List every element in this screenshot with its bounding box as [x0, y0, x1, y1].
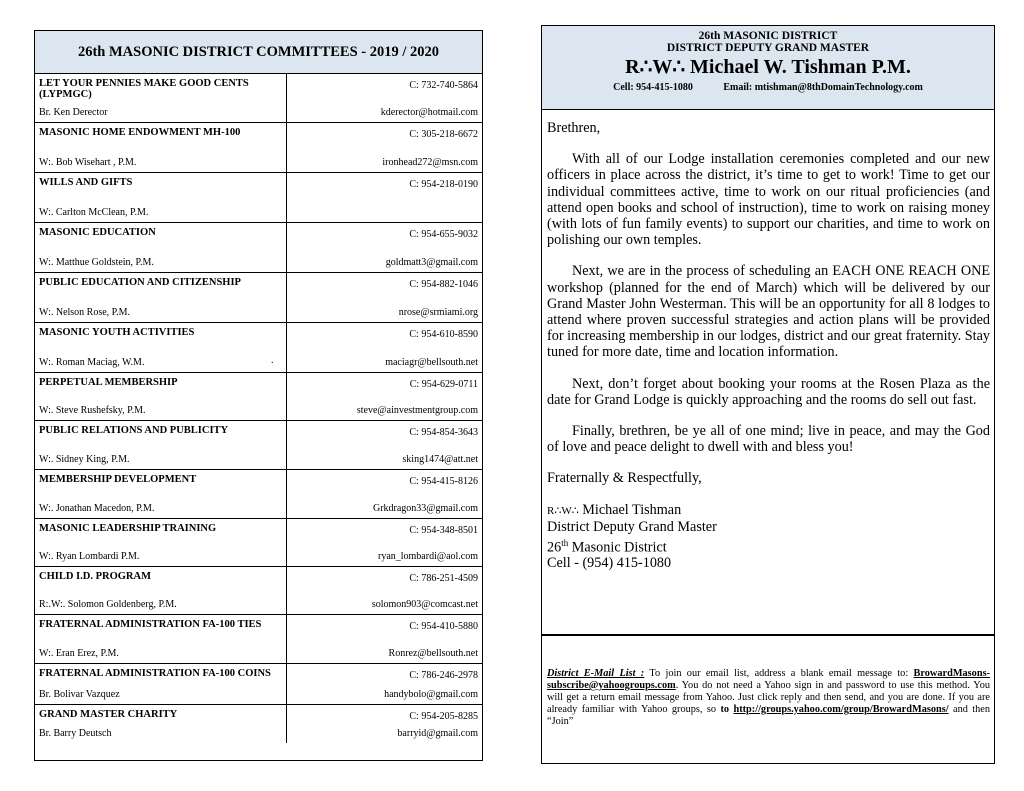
committee-info — [35, 567, 287, 614]
committee-email[interactable]: kderector@hotmail.com — [380, 107, 478, 118]
committee-row — [35, 173, 482, 223]
committee-email[interactable]: nrose@srmiami.org — [398, 307, 478, 318]
committee-row — [35, 123, 482, 173]
ddgm-email[interactable]: Email: mtishman@8thDomainTechnology.com — [723, 82, 923, 93]
committee-contact — [287, 615, 482, 663]
stray-mark: . — [271, 355, 274, 366]
committee-row — [35, 519, 482, 567]
committee-email[interactable]: Grkdragon33@gmail.com — [372, 503, 478, 514]
committee-info — [35, 173, 287, 222]
committee-chair: W:. Nelson Rose, P.M. — [39, 307, 131, 318]
committee-contact — [287, 664, 482, 704]
committee-row — [35, 664, 482, 705]
committee-contact — [287, 323, 482, 372]
committee-chair: W:. Sidney King, P.M. — [39, 454, 130, 465]
committee-contact — [287, 273, 482, 322]
committee-title: MASONIC YOUTH ACTIVITIES — [39, 327, 195, 338]
committee-phone: C: 954-610-8590 — [409, 329, 478, 340]
committee-row — [35, 273, 482, 323]
committee-chair: R:.W:. Solomon Goldenberg, P.M. — [39, 599, 177, 610]
committee-phone: C: 954-415-8126 — [409, 476, 478, 487]
committee-title: MASONIC EDUCATION — [39, 227, 156, 238]
ddgm-contact — [542, 82, 994, 93]
committee-chair: Br. Ken Derector — [39, 107, 108, 118]
letter-closing: Fraternally & Respectfully, — [547, 470, 702, 487]
letter-header — [542, 26, 994, 110]
committee-chair: W:. Jonathan Macedon, P.M. — [39, 503, 155, 514]
committee-info — [35, 664, 287, 704]
committee-email[interactable]: maciagr@bellsouth.net — [385, 357, 478, 368]
ddgm-cell: Cell: 954-415-1080 — [613, 82, 693, 93]
committee-email[interactable]: handybolo@gmail.com — [384, 689, 478, 700]
committee-phone: C: 954-854-3643 — [409, 427, 478, 438]
committee-title: FRATERNAL ADMINISTRATION FA-100 COINS — [39, 668, 271, 679]
email-list-box — [542, 636, 994, 728]
committee-info — [35, 123, 287, 172]
committee-row — [35, 421, 482, 470]
district-heading: 26th MASONIC DISTRICT — [698, 30, 838, 42]
committee-chair: W:. Carlton McClean, P.M. — [39, 207, 149, 218]
committee-info — [35, 273, 287, 322]
committee-chair: W:. Steve Rushefsky, P.M. — [39, 405, 146, 416]
committee-title: MASONIC HOME ENDOWMENT MH-100 — [39, 127, 241, 138]
signature-name: Michael Tishman — [578, 501, 682, 518]
email-list-text-2: . You do not need a Yahoo sign in and password to use this method. You will get a return email message from Yahoo. Just click reply and then send, and you are done. If you are already familiar with Yahoo groups, so — [547, 680, 990, 715]
committee-info — [35, 373, 287, 420]
email-list-label: District E-Mail List : — [547, 668, 645, 679]
committee-contact — [287, 519, 482, 566]
committee-info — [35, 615, 287, 663]
committee-email[interactable]: ironhead272@msn.com — [382, 157, 478, 168]
letter-greeting: Brethren, — [547, 120, 601, 136]
committee-phone: C: 954-629-0711 — [409, 379, 478, 390]
committee-contact — [287, 74, 482, 122]
committee-phone: C: 954-218-0190 — [409, 179, 478, 190]
signature-title-prefix: R∴W∴ — [547, 504, 579, 517]
committee-contact — [287, 173, 482, 222]
signature-block — [547, 502, 990, 572]
committee-title: PUBLIC EDUCATION AND CITIZENSHIP — [39, 277, 241, 288]
committee-contact — [287, 123, 482, 172]
committee-contact — [287, 373, 482, 420]
committee-info — [35, 519, 287, 566]
committee-email[interactable]: Ronrez@bellsouth.net — [388, 648, 478, 659]
committee-list — [35, 74, 482, 743]
committee-title: FRATERNAL ADMINISTRATION FA-100 TIES — [39, 619, 262, 630]
committee-row — [35, 373, 482, 421]
committee-info — [35, 223, 287, 272]
committee-title: LET YOUR PENNIES MAKE GOOD CENTS (LYPMGC) — [39, 78, 249, 100]
committee-row — [35, 470, 482, 519]
committee-email[interactable]: steve@ainvestmentgroup.com — [356, 405, 478, 416]
yahoo-group-link[interactable]: http://groups.yahoo.com/group/BrowardMasons/ — [733, 704, 949, 715]
committee-chair: Br. Bolivar Vazquez — [39, 689, 120, 700]
email-list-text-3: and then “Join” — [547, 704, 991, 727]
signature-cell: Cell - (954) 415-1080 — [547, 555, 672, 572]
committee-title: MASONIC LEADERSHIP TRAINING — [39, 523, 217, 534]
committee-contact — [287, 223, 482, 272]
committee-phone: C: 954-655-9032 — [409, 229, 478, 240]
committee-title: WILLS AND GIFTS — [39, 177, 133, 188]
email-list-to: to — [720, 704, 730, 715]
committee-chair: W:. Matthue Goldstein, P.M. — [39, 257, 154, 268]
committee-info — [35, 323, 287, 372]
signature-title: District Deputy Grand Master — [547, 518, 717, 535]
committee-row — [35, 615, 482, 664]
committee-phone: C: 786-246-2978 — [409, 670, 478, 681]
committee-email[interactable]: ryan_lombardi@aol.com — [377, 551, 478, 562]
committee-info — [35, 470, 287, 518]
committee-row — [35, 223, 482, 273]
letter-paragraph-1: With all of our Lodge installation ceremonies completed and our new officers in place across the district, it’s time to get to work! Time to get our individual committees active, time to work on our ritual proficiencies (and attend open books and school of instruction), time to work on raising money (with lots of fun family events) to support our charities, and time to work on polishing our own temples. — [547, 151, 990, 249]
committee-phone: C: 732-740-5864 — [409, 80, 478, 91]
committee-row — [35, 567, 482, 615]
committee-email[interactable]: goldmatt3@gmail.com — [385, 257, 478, 268]
committee-title: PUBLIC RELATIONS AND PUBLICITY — [39, 425, 229, 436]
committee-title: CHILD I.D. PROGRAM — [39, 571, 151, 582]
committee-row — [35, 705, 482, 743]
committee-chair: W:. Roman Maciag, W.M. — [39, 357, 145, 368]
committee-chair: W:. Bob Wisehart , P.M. — [39, 157, 137, 168]
committee-email[interactable]: barryid@gmail.com — [397, 728, 478, 739]
ddgm-heading: DISTRICT DEPUTY GRAND MASTER — [666, 42, 870, 54]
committee-contact — [287, 470, 482, 518]
email-list-text-1: To join our email list, address a blank email message to: — [644, 668, 914, 679]
committees-page — [34, 30, 483, 761]
committees-title: 26th MASONIC DISTRICT COMMITTEES - 2019 / 2020 — [35, 31, 482, 74]
committee-email[interactable]: solomon903@comcast.net — [371, 599, 478, 610]
letter-page — [541, 25, 995, 764]
subscribe-address-link[interactable]: BrowardMasons-subscribe@yahoogroups.com — [547, 668, 990, 691]
committee-row — [35, 323, 482, 373]
committee-chair: W:. Eran Erez, P.M. — [39, 648, 119, 659]
committee-info — [35, 74, 287, 122]
signature-district-suffix: th — [561, 537, 569, 548]
committee-phone: C: 954-205-8285 — [409, 711, 478, 722]
committee-contact — [287, 421, 482, 469]
committee-email[interactable]: sking1474@att.net — [402, 454, 478, 465]
letter-body — [542, 110, 994, 636]
letter-paragraph-3: Next, don’t forget about booking your rooms at the Rosen Plaza as the date for Grand Lodge is quickly approaching and the rooms do sell out fast. — [547, 375, 990, 408]
signature-district-number: 26 — [547, 539, 562, 556]
committee-phone: C: 954-410-5880 — [409, 621, 478, 632]
letter-paragraph-4: Finally, brethren, be ye all of one mind; live in peace, and may the God of love and peace delight to dwell with and bless you! — [547, 423, 990, 456]
committee-title: GRAND MASTER CHARITY — [39, 709, 178, 720]
committee-phone: C: 954-348-8501 — [409, 525, 478, 536]
committee-chair: W:. Ryan Lombardi P.M. — [39, 551, 140, 562]
ddgm-name: R∴W∴ Michael W. Tishman P.M. — [625, 56, 911, 78]
committee-phone: C: 305-218-6672 — [409, 129, 478, 140]
committee-phone: C: 954-882-1046 — [409, 279, 478, 290]
committee-row — [35, 74, 482, 123]
committee-info — [35, 421, 287, 469]
committee-contact — [287, 705, 482, 743]
signature-district: Masonic District — [568, 539, 667, 556]
letter-paragraph-2: Next, we are in the process of scheduling an EACH ONE REACH ONE workshop (planned for the end of March) which will be delivered by our Grand Master John Westerman. This will be an opportunity for all 8 lodges to attend where proven successful strategies and action plans will be provided for increasing membership in our lodges, district and our great fraternity. Stay tuned for more date, time and location information. — [547, 263, 990, 361]
committee-chair: Br. Barry Deutsch — [39, 728, 112, 739]
committee-title: PERPETUAL MEMBERSHIP — [39, 377, 178, 388]
committee-contact — [287, 567, 482, 614]
committee-info — [35, 705, 287, 743]
committee-title: MEMBERSHIP DEVELOPMENT — [39, 474, 197, 485]
committee-phone: C: 786-251-4509 — [409, 573, 478, 584]
